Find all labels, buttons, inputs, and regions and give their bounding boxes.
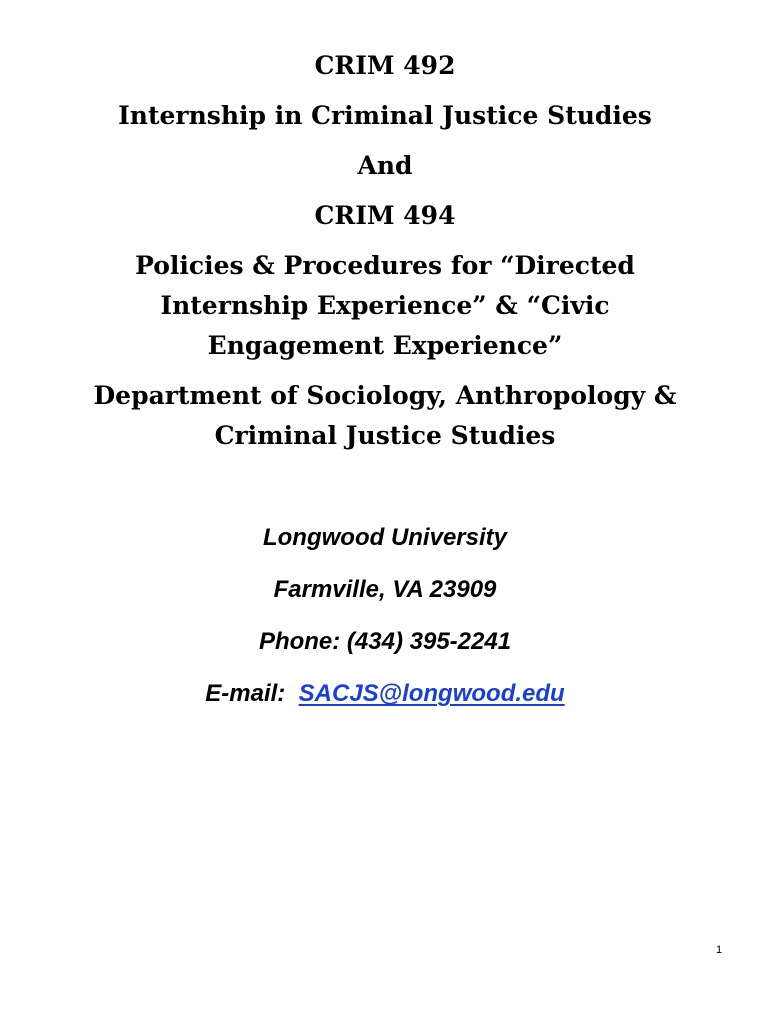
city-address: Farmville, VA 23909 <box>273 576 497 603</box>
course-name: Internship in Criminal Justice Studies <box>118 101 652 130</box>
contact-block <box>0 512 770 720</box>
page-number: 1 <box>716 944 723 956</box>
department-heading-line-1: Department of Sociology, Anthropology & <box>93 381 677 410</box>
title-block <box>0 46 770 456</box>
course-code-494: CRIM 494 <box>314 201 456 230</box>
course-code-492: CRIM 492 <box>314 51 456 80</box>
email-link[interactable]: SACJS@longwood.edu <box>298 680 565 707</box>
policies-heading-line-1: Policies & Procedures for “Directed <box>135 251 635 280</box>
policies-heading-line-3: Engagement Experience” <box>207 331 563 360</box>
phone-number: Phone: (434) 395-2241 <box>258 628 512 655</box>
policies-heading-line-2: Internship Experience” & “Civic <box>160 291 610 320</box>
department-heading-line-2: Criminal Justice Studies <box>214 421 556 450</box>
university-name: Longwood University <box>262 524 507 551</box>
conjunction: And <box>357 151 413 180</box>
email-line <box>0 668 770 720</box>
email-label: E-mail: <box>205 680 286 707</box>
